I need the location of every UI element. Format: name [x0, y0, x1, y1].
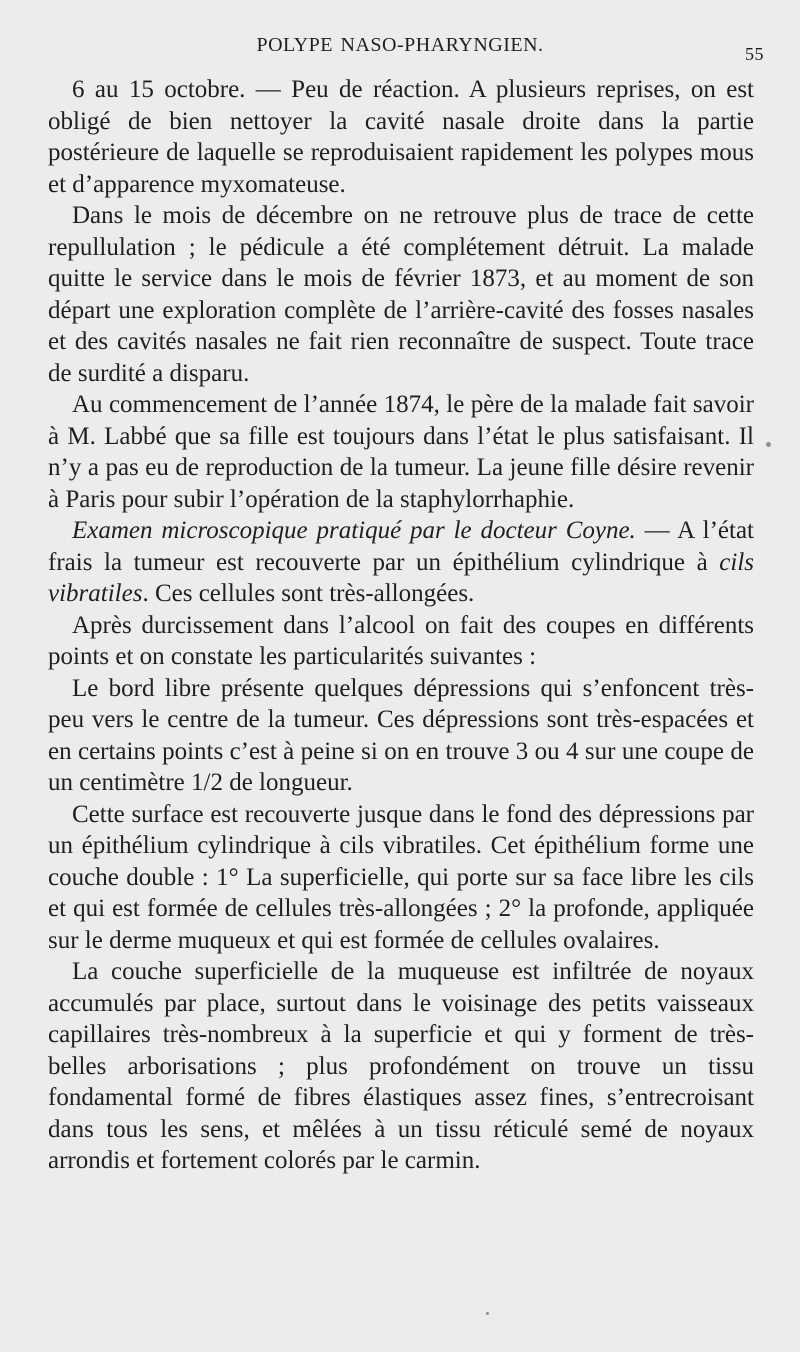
- exam-text-after: . Ces cellules sont très-allongées.: [142, 580, 475, 607]
- paragraph-surface: Cette surface est recouverte jusque dans le fond des dépressions par un épithélium cylindrique à cils vibratiles. Cet épithélium forme une couche double : 1° La superficielle, qui porte sur sa face libre les cils et qui est formée de cellules très-allongées ; 2° la profonde, appliquée sur le derme muqueux et qui est formée de cellules ovalaires.: [48, 800, 754, 954]
- exam-title: Examen microscopique pratiqué par le docteur Coyne.: [72, 517, 636, 544]
- paragraph-free-edge: Le bord libre présente quelques dépressions qui s’enfoncent très-peu vers le centre de la tumeur. Ces dépressions sont très-espacées et en certains points c’est à peine si on en trouve 3 ou 4 sur une coupe de un centimètre 1/2 de longueur.: [48, 674, 754, 796]
- paragraph-recovery: 6 au 15 octobre. — Peu de réaction. A plusieurs reprises, on est obligé de bien nettoyer la cavité nasale droite dans la partie postérieure de laquelle se reproduisaient rapidement les polypes mous et d’apparence myxomateuse.: [48, 76, 754, 198]
- page-number: 55: [745, 44, 764, 64]
- paragraph-microscopic-exam: [48, 515, 754, 610]
- paragraph-1874: Au commencement de l’année 1874, le père de la malade fait savoir à M. Labbé que sa fille est toujours dans l’état le plus satisfaisant. Il n’y a pas eu de reproduction de la tumeur. La jeune fille désire revenir à Paris pour subir l’opération de la staphylorrhaphie.: [48, 391, 754, 513]
- exam-text-before: A l’état frais la tumeur est recouverte par un épithélium cylindrique à: [48, 517, 754, 576]
- exam-italic-phrase: cils vibratiles: [48, 548, 754, 607]
- paragraph-hardening: Après durcissement dans l’alcool on fait des coupes en différents points et on constate les particularités suivantes :: [48, 611, 754, 670]
- page-body: [48, 74, 754, 1177]
- ink-speck: [766, 442, 771, 447]
- paragraph-december: Dans le mois de décembre on ne retrouve plus de trace de cette repullulation ; le pédicule a été complétement détruit. La malade quitte le service dans le mois de février 1873, et au moment de son départ une exploration complète de l’arrière-cavité des fosses nasales et des cavités nasales ne fait rien reconnaître de suspect. Toute trace de surdité a disparu.: [48, 202, 754, 387]
- exam-dash: —: [635, 517, 678, 544]
- running-head: POLYPE NASO-PHARYNGIEN.: [256, 34, 544, 56]
- ink-speck: [486, 1312, 489, 1315]
- page-header: [0, 34, 800, 64]
- paragraph-superficial-layer: La couche superficielle de la muqueuse est infiltrée de noyaux accumulés par place, surtout dans le voisinage des petits vaisseaux capillaires très-nombreux à la superficie et qui y forment de très-belles arborisations ; plus profondément on trouve un tissu fondamental formé de fibres élastiques assez fines, s’entrecroisant dans tous les sens, et mêlées à un tissu réticulé semé de noyaux arrondis et fortement colorés par le carmin.: [48, 958, 754, 1174]
